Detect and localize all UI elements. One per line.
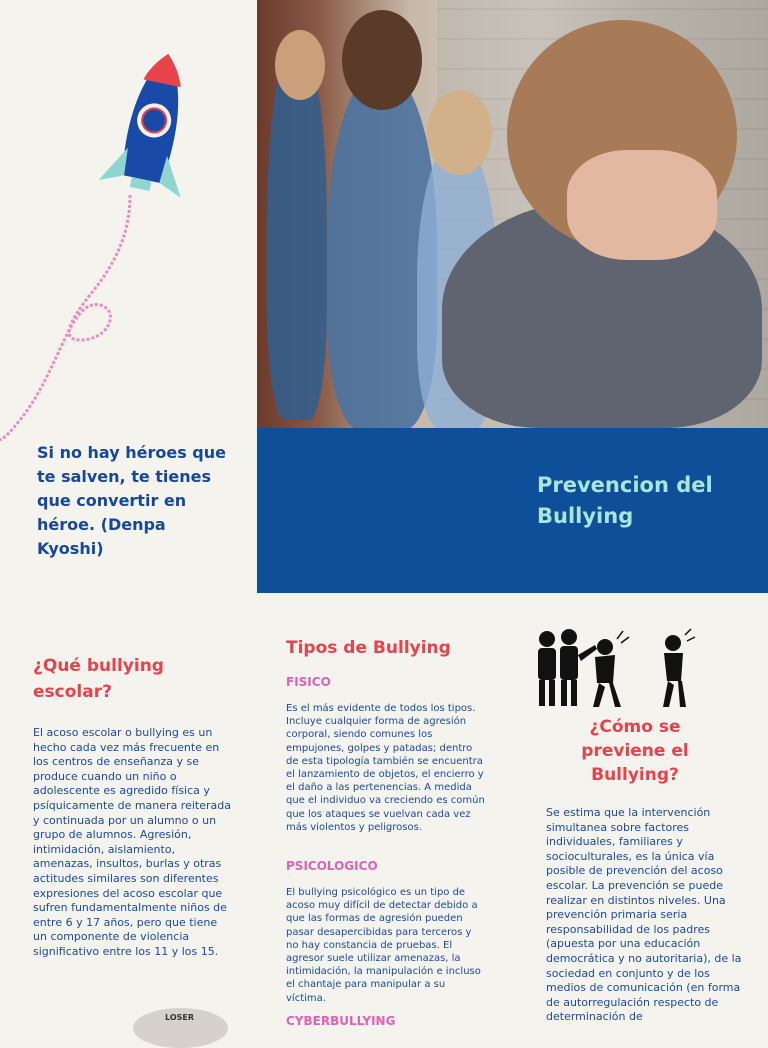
badge-label: LOSER bbox=[165, 1013, 194, 1022]
subheading-psicologico: PSICOLOGICO bbox=[286, 859, 378, 873]
page-title: Prevencion del Bullying bbox=[537, 473, 713, 528]
body-fisico: Es el más evidente de todos los tipos. Incluye cualquier forma de agresión corporal, siendo comunes los empujones, golpes y patadas; dentro de esta tipología también se encuentra el lanzamiento de objetos, el encierro y el daño a las pertenencias. A medida que el individuo va creciendo es común que los ataques se vuelvan cada vez más violentos y peligrosos. bbox=[286, 703, 485, 833]
section-heading-tipos: Tipos de Bullying bbox=[286, 638, 451, 658]
section-body-que-bullying: El acoso escolar o bullying es un hecho cada vez más frecuente en los centros de enseñanza y se produce cuando un niño o adolescente es agredido física y psíquicamente de manera reiterada y continuada por un alumno o un grupo de alumnos. Agresión, intimidación, aislamiento, amenazas, insultos, burlas y otras actitudes similares son diferentes expresiones del acoso escolar que sufren fundamentalmente niños de entre 6 y 17 años, pero que tiene un componente de violencia significativo entre los 11 y los 15. bbox=[33, 726, 231, 958]
subheading-cyberbullying: CYBERBULLYING bbox=[286, 1014, 396, 1028]
quote-text: Si no hay héroes que te salven, te tienes que convertir en héroe. (Denpa Kyoshi) bbox=[37, 443, 226, 558]
body-psicologico: El bullying psicológico es un tipo de acoso muy difícil de detectar debido a que las formas de agresión pueden pasar desapercibidas para terceros y no hay constancia de pruebas. El agresor suele utilizar amenazas, la intimidación, la manipulación e incluso el chantaje para manipular a su víctima. bbox=[286, 887, 481, 1004]
subheading-fisico: FISICO bbox=[286, 675, 331, 689]
rocket-icon bbox=[0, 40, 220, 450]
bullying-silhouette-icon bbox=[533, 625, 703, 710]
section-heading-que-bullying: ¿Qué bullying escolar? bbox=[33, 656, 164, 702]
section-heading-como-se-previene: ¿Cómo se previene el Bullying? bbox=[581, 717, 689, 785]
section-body-como-se-previene: Se estima que la intervención simultanea sobre factores individuales, familiares y socioculturales, es la única vía posible de prevención del acoso escolar. La prevención se puede realizar en distintos niveles. Una prevención primaria seria responsabilidad de los padres (apuesta por una educación democrática y no autoritaria), de la sociedad en conjunto y de los medios de comunicación (en forma de autorregulación respecto de determinación de bbox=[546, 806, 742, 1024]
bullying-photo bbox=[257, 0, 768, 428]
